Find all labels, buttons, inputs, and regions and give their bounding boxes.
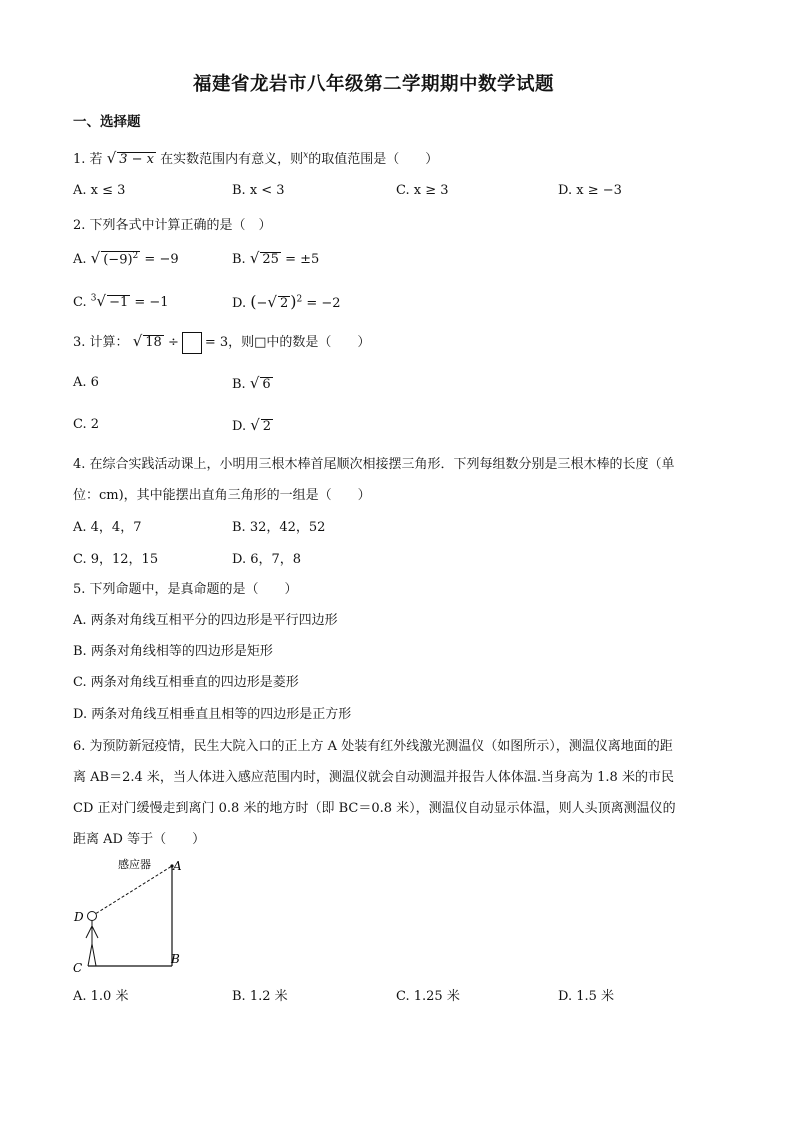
sqrt-symbol: √: [106, 149, 117, 167]
page-title: 福建省龙岩市八年级第二学期期中数学试题: [193, 74, 555, 95]
q3-d-radicand: 2: [262, 419, 272, 434]
blank-box: [182, 332, 202, 354]
q1-radicand: 3 − x: [119, 152, 155, 167]
q2-b-rhs: = ±5: [285, 252, 320, 267]
q3-radicand: 18: [145, 335, 162, 350]
label-a: A: [173, 859, 182, 873]
q3-option-b: [232, 374, 273, 392]
q2-c-label: C.: [73, 295, 87, 310]
question-1: [73, 148, 438, 167]
q1-option-c: C. x ≥ 3: [396, 183, 449, 198]
person-leg-right: [92, 944, 96, 966]
q2-d-rhs: = −2: [306, 296, 341, 311]
person-arm-left: [86, 926, 92, 938]
q3-option-a: A. 6: [73, 375, 99, 390]
q4-option-b: B. 32，42，52: [232, 520, 326, 535]
q2-option-b: [232, 249, 319, 267]
label-b: B: [171, 952, 180, 966]
q2-c-radicand: −1: [109, 295, 129, 310]
question-5: 5. 下列命题中，是真命题的是（ ）: [73, 582, 298, 597]
q5-option-b: B. 两条对角线相等的四边形是矩形: [73, 644, 273, 659]
q3-prefix: 3. 计算：: [73, 335, 129, 350]
person-leg-left: [88, 944, 92, 966]
q6-option-c: C. 1.25 米: [396, 989, 460, 1004]
q2-b-label: B.: [232, 252, 246, 267]
question-3: [73, 331, 370, 354]
paren-open: (: [250, 292, 257, 311]
question-6-line-1: 6. 为预防新冠疫情，民生大院入口的正上方 A 处装有红外线激光测温仪（如图所示），测温仪离地面的距: [73, 739, 673, 754]
q2-a-label: A.: [73, 252, 87, 267]
q1-var: x: [303, 150, 309, 161]
q2-a-rhs: = −9: [144, 252, 179, 267]
q5-option-d: D. 两条对角线互相垂直且相等的四边形是正方形: [73, 707, 352, 722]
sqrt-symbol: √: [250, 416, 260, 434]
q1-middle: 在实数范围内有意义，则: [160, 152, 304, 167]
q4-option-a: A. 4，4，7: [73, 520, 142, 535]
q2-d-label: D.: [232, 296, 247, 311]
paren-close: ): [290, 292, 297, 311]
question-4-line-2: 位：cm)，其中能摆出直角三角形的一组是（ ）: [73, 488, 371, 503]
q2-option-a: [73, 249, 179, 267]
q3-d-label: D.: [232, 419, 247, 434]
q3-b-label: B.: [232, 377, 246, 392]
q1-option-a: A. x ≤ 3: [73, 183, 126, 198]
thermometer-figure: [70, 852, 190, 977]
q2-a-exp: 2: [132, 250, 139, 261]
sqrt-symbol: √: [249, 374, 260, 392]
q3-div: ÷: [167, 335, 179, 350]
q4-option-d: D. 6，7，8: [232, 552, 302, 567]
question-4-line-1: 4. 在综合实践活动课上，小明用三根木棒首尾顺次相接摆三角形．下列每组数分别是三根木棒的长度（单: [73, 457, 675, 472]
section-heading: 一、选择题: [73, 114, 141, 130]
person-head: [88, 912, 97, 921]
sqrt-symbol: √: [132, 332, 143, 350]
q3-option-d: [232, 416, 273, 434]
sqrt-symbol: √: [90, 249, 101, 267]
question-6-line-4: 距离 AD 等于（ ）: [73, 832, 206, 847]
question-6-line-3: CD 正对门缓慢走到离门 0.8 米的地方时（即 BC＝0.8 米），测温仪自动显示体温，则人头顶离测温仪的: [73, 801, 676, 816]
q3-option-c: C. 2: [73, 417, 100, 432]
q2-d-exp: 2: [296, 294, 303, 305]
sqrt-symbol: √: [267, 293, 277, 311]
q2-c-rhs: = −1: [134, 295, 169, 310]
q4-option-c: C. 9，12，15: [73, 552, 159, 567]
q1-prefix: 1. 若: [73, 152, 103, 167]
question-2: 2. 下列各式中计算正确的是（ ）: [73, 218, 272, 233]
q1-option-b: B. x < 3: [232, 183, 285, 198]
q2-option-c: [73, 292, 169, 310]
dashed-line-da: [92, 866, 172, 916]
label-c: C: [73, 961, 83, 975]
q2-a-inner: (−9): [103, 252, 133, 267]
sqrt-symbol: √: [249, 249, 260, 267]
cbrt-symbol: √: [96, 292, 107, 310]
sensor-label: 感应器: [118, 858, 151, 871]
q6-option-b: B. 1.2 米: [232, 989, 288, 1004]
q2-d-radicand: 2: [279, 296, 289, 311]
label-d: D: [74, 910, 84, 924]
q2-c-index: 3: [90, 293, 97, 304]
person-arm-right: [92, 926, 98, 938]
question-6-line-2: 离 AB＝2.4 米，当人体进入感应范围内时，测温仪就会自动测温并报告人体体温.当身高为 1.8 米的市民: [73, 770, 674, 785]
q6-option-a: A. 1.0 米: [73, 989, 129, 1004]
q2-a-radicand: [101, 251, 140, 267]
q3-suffix: ，则□中的数是（ ）: [228, 335, 371, 350]
q1-suffix: 的取值范围是（ ）: [308, 152, 439, 167]
q1-option-d: D. x ≥ −3: [558, 183, 622, 198]
q6-option-d: D. 1.5 米: [558, 989, 615, 1004]
q3-b-radicand: 6: [262, 377, 271, 392]
q5-option-a: A. 两条对角线互相平分的四边形是平行四边形: [73, 613, 338, 628]
q3-eq: = 3: [204, 335, 229, 350]
q2-b-radicand: 25: [262, 252, 279, 267]
q5-option-c: C. 两条对角线互相垂直的四边形是菱形: [73, 675, 299, 690]
q2-option-d: D. (−√ 2 )$^2$ = −2: [232, 292, 341, 311]
